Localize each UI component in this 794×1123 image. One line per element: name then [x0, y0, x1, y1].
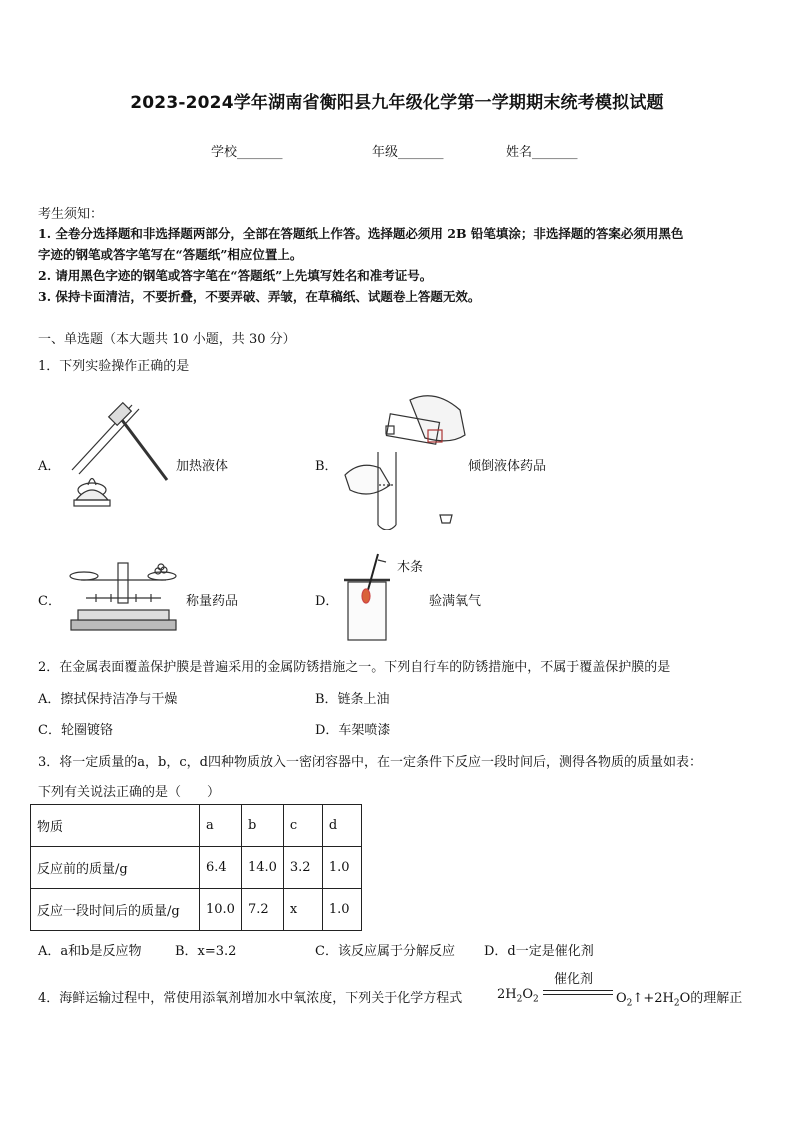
page-title: 2023-2024学年湖南省衡阳县九年级化学第一学期期末统考模拟试题 [130, 93, 664, 113]
table-cell: 1.0 [322, 847, 361, 889]
q4-equation-right: $O_2↑+2H_2O$的理解正 [616, 991, 743, 1009]
q1-stem: 1．下列实验操作正确的是 [38, 359, 190, 374]
table-cell: 7.2 [241, 889, 283, 931]
table-cell: b [241, 805, 283, 847]
balance-figure [66, 558, 181, 636]
table-cell: 6.4 [200, 847, 242, 889]
catalyst-label: 催化剂 [554, 972, 594, 987]
table-cell: x [283, 889, 322, 931]
oxygen-test-figure [340, 552, 395, 644]
grade-field[interactable]: 年级_______ [372, 145, 444, 160]
q2-option-d[interactable]: D．车架喷漆 [315, 723, 391, 738]
q2-option-b[interactable]: B．链条上油 [315, 692, 390, 707]
section-heading: 一、单选题（本大题共 10 小题，共 30 分） [38, 332, 296, 347]
notice-item-1: 1. 全卷分选择题和非选择题两部分，全部在答题纸上作答。选择题必须用 2B 铅笔填涂；非选择题的答案必须用黑色 [38, 226, 684, 241]
q3-stem-2: 下列有关说法正确的是（ ） [38, 785, 221, 800]
notice-item-1b: 字迹的钢笔或答字笔写在“答题纸”相应位置上。 [38, 247, 303, 262]
mass-table [30, 804, 362, 931]
q3-option-a[interactable]: A．a和b是反应物 [38, 944, 142, 959]
notice-item-2: 2. 请用黑色字迹的钢笔或答字笔在“答题纸”上先填写姓名和准考证号。 [38, 268, 433, 283]
q3-option-d[interactable]: D．d一定是催化剂 [484, 944, 594, 959]
table-cell: 10.0 [200, 889, 242, 931]
reaction-arrow-line [543, 990, 613, 995]
q3-option-b[interactable]: B．x=3.2 [175, 944, 237, 959]
table-cell: a [200, 805, 242, 847]
q1-option-a-letter[interactable]: A． [38, 459, 61, 474]
table-header-row [31, 805, 362, 847]
heating-liquid-figure [62, 400, 172, 515]
pouring-liquid-figure [340, 390, 470, 530]
table-row [31, 889, 362, 931]
table-cell: 物质 [31, 805, 200, 847]
q2-option-a[interactable]: A．擦拭保持洁净与干燥 [38, 692, 178, 707]
q2-option-c[interactable]: C．轮圈镀铬 [38, 723, 113, 738]
table-cell: 14.0 [241, 847, 283, 889]
table-cell: 3.2 [283, 847, 322, 889]
q2-stem: 2．在金属表面覆盖保护膜是普遍采用的金属防锈措施之一。下列自行车的防锈措施中，不属于覆盖保护膜的是 [38, 660, 671, 675]
table-cell: c [283, 805, 322, 847]
name-field[interactable]: 姓名_______ [506, 145, 578, 160]
notice-heading: 考生须知： [38, 207, 104, 222]
q4-equation-left: $2H_2O_2$ [497, 987, 539, 1005]
table-cell: 反应一段时间后的质量/g [31, 889, 200, 931]
q1-option-c-caption: 称量药品 [186, 594, 239, 609]
q1-option-d-caption: 验满氧气 [429, 594, 482, 609]
table-cell: 1.0 [322, 889, 361, 931]
q3-stem: 3．将一定质量的a，b，c，d四种物质放入一密闭容器中，在一定条件下反应一段时间后，测得各物质的质量如表： [38, 755, 702, 770]
table-cell: 反应前的质量/g [31, 847, 200, 889]
q4-stem: 4．海鲜运输过程中，常使用添氧剂增加水中氧浓度，下列关于化学方程式 [38, 991, 463, 1006]
notice-item-3: 3. 保持卡面清洁，不要折叠，不要弄破、弄皱，在草稿纸、试题卷上答题无效。 [38, 289, 481, 304]
q3-option-c[interactable]: C．该反应属于分解反应 [315, 944, 455, 959]
q1-option-b-letter[interactable]: B． [315, 459, 338, 474]
q1-option-d-letter[interactable]: D． [315, 594, 339, 609]
q1-option-c-letter[interactable]: C． [38, 594, 61, 609]
q1-option-b-caption: 倾倒液体药品 [468, 459, 547, 474]
table-row [31, 847, 362, 889]
table-cell: d [322, 805, 361, 847]
wood-strip-label: 木条 [397, 560, 424, 575]
q1-option-a-caption: 加热液体 [176, 459, 229, 474]
school-field[interactable]: 学校_______ [211, 145, 283, 160]
